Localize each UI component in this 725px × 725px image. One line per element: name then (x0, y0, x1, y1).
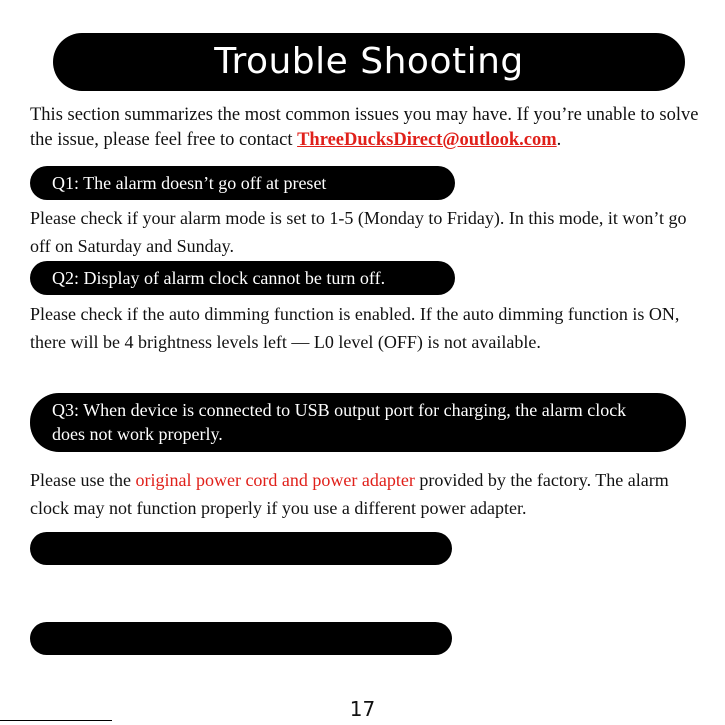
contact-email-link[interactable]: ThreeDucksDirect@outlook.com (297, 130, 557, 150)
page-number: 17 (349, 697, 376, 721)
answer-3-text: Please use the (30, 470, 136, 490)
footer-divider (0, 720, 112, 721)
page-title: Trouble Shooting (214, 41, 524, 82)
intro-text: This section summarizes the most common issues you may have. If you’re unable to solve the issue, please feel free to contact (30, 105, 699, 150)
question-3-banner (30, 393, 686, 452)
answer-3-paragraph (30, 466, 690, 522)
empty-question-banner (30, 532, 452, 565)
answer-1-text: Please check if your alarm mode is set to 1-5 (Monday to Friday). In this mode, it won’t go off on Saturday and Sunday. (30, 208, 687, 256)
question-1-text: Q1: The alarm doesn’t go off at preset (52, 173, 327, 193)
question-2-banner (30, 261, 455, 295)
intro-paragraph (30, 103, 720, 153)
question-2-text: Q2: Display of alarm clock cannot be turn off. (52, 268, 386, 288)
answer-2-text: Please check if the auto dimming function is enabled. If the auto dimming function is ON, there will be 4 brightness levels left — L0 level (OFF) is not available. (30, 304, 680, 352)
intro-text-end: . (556, 130, 562, 150)
answer-3-highlight: original power cord and power adapter (135, 470, 415, 490)
empty-question-banner (30, 622, 452, 655)
question-1-banner (30, 166, 455, 200)
question-3-text: Q3: When device is connected to USB output port for charging, the alarm clock does not work properly. (52, 400, 627, 444)
answer-3-text-end: provided by the factory. The alarm clock may not function properly if you use a different power adapter. (30, 470, 669, 518)
title-banner (53, 33, 685, 91)
